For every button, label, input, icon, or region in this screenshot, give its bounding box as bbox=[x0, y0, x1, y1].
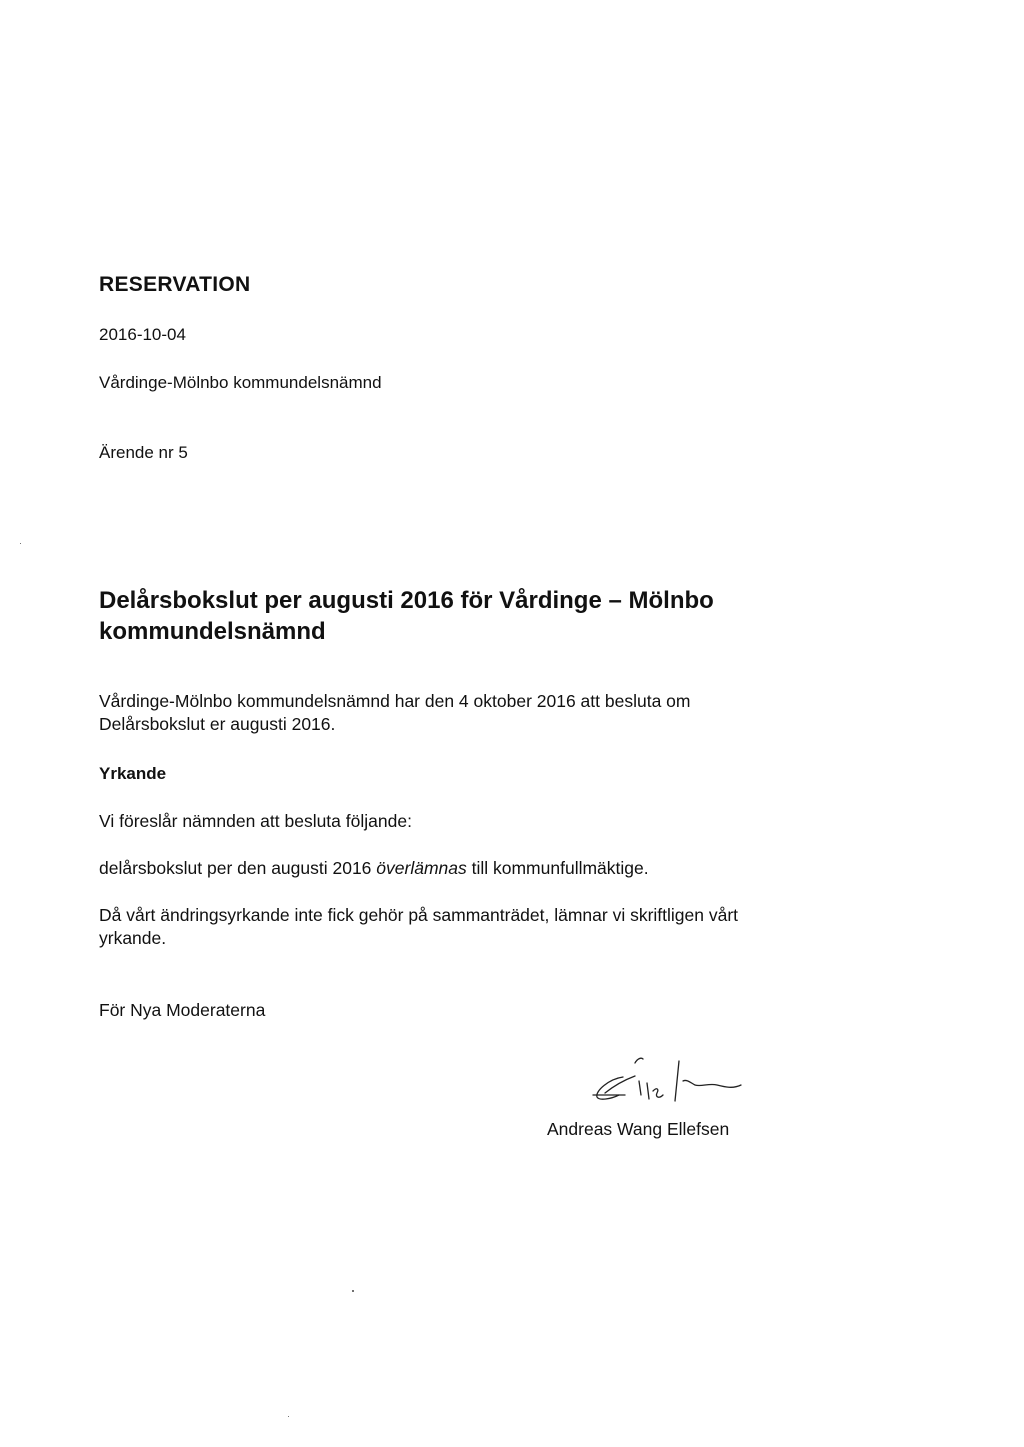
intro-line2: Delårsbokslut er augusti 2016. bbox=[99, 714, 336, 734]
document-title bbox=[99, 585, 714, 647]
document-title-line1: Delårsbokslut per augusti 2016 för Vårdinge – Mölnbo bbox=[99, 587, 714, 614]
signatory-name: Andreas Wang Ellefsen bbox=[547, 1119, 730, 1139]
reason-line1: Då vårt ändringsyrkande inte fick gehör på sammanträdet, lämnar vi skriftligen vårt bbox=[99, 905, 739, 925]
scan-speck bbox=[352, 1290, 354, 1292]
reason-paragraph bbox=[99, 904, 738, 950]
proposal-emphasis: överlämnas bbox=[376, 858, 467, 878]
section-heading: Yrkande bbox=[99, 764, 167, 783]
proposal-text bbox=[99, 857, 649, 880]
party-name: För Nya Moderaterna bbox=[99, 1000, 266, 1020]
proposal-lead: Vi föreslår nämnden att besluta följande: bbox=[99, 811, 412, 831]
handwritten-signature bbox=[575, 1055, 795, 1115]
intro-line1: Vårdinge-Mölnbo kommundelsnämnd har den 4 oktober 2016 att besluta om bbox=[99, 691, 691, 711]
scan-speck bbox=[20, 543, 21, 544]
document-date: 2016-10-04 bbox=[99, 325, 186, 344]
committee-name: Vårdinge-Mölnbo kommundelsnämnd bbox=[99, 373, 382, 392]
intro-paragraph bbox=[99, 690, 690, 736]
reason-line2: yrkande. bbox=[99, 928, 167, 948]
document-title-line2: kommundelsnämnd bbox=[99, 618, 326, 645]
document-heading: RESERVATION bbox=[99, 273, 251, 296]
proposal-part2: till kommunfullmäktige. bbox=[466, 858, 649, 878]
proposal-part1: delårsbokslut per den augusti 2016 bbox=[99, 858, 377, 878]
scan-speck bbox=[288, 1416, 289, 1417]
matter-number: Ärende nr 5 bbox=[99, 443, 188, 462]
